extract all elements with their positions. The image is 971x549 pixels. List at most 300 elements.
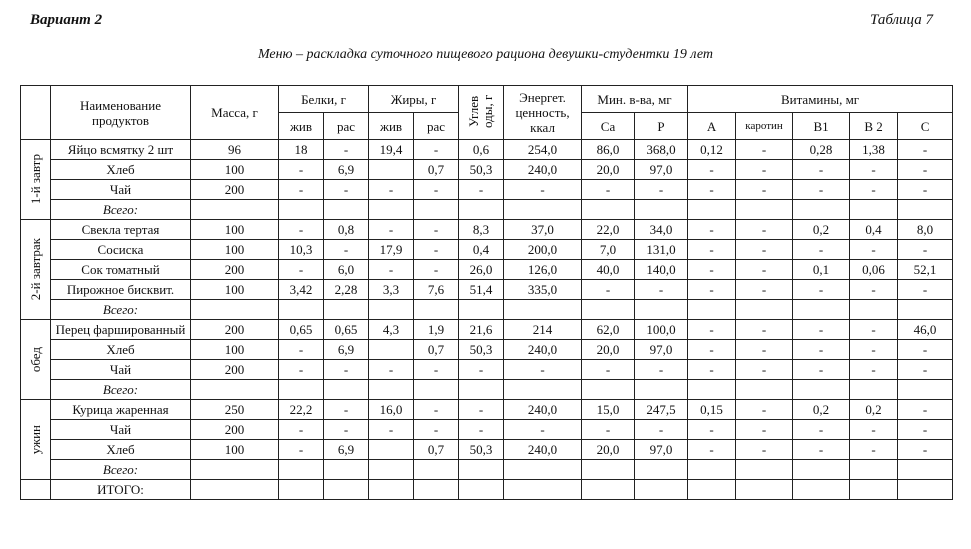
- table-cell: 0,7: [414, 340, 459, 360]
- table-cell: -: [582, 420, 635, 440]
- table-cell: -: [898, 180, 953, 200]
- variant-label: Вариант 2: [30, 12, 103, 28]
- table-cell: 86,0: [582, 140, 635, 160]
- table-cell: -: [688, 220, 736, 240]
- table-cell: 126,0: [504, 260, 582, 280]
- table-cell: 140,0: [635, 260, 688, 280]
- table-cell: 18: [279, 140, 324, 160]
- table-cell: 0,6: [459, 140, 504, 160]
- table-cell: 40,0: [582, 260, 635, 280]
- product-name: Сосиска: [51, 240, 191, 260]
- grand-total-cell: [414, 480, 459, 500]
- grand-total-cell: [736, 480, 793, 500]
- table-cell: -: [324, 420, 369, 440]
- table-cell: -: [793, 180, 850, 200]
- table-cell: -: [688, 360, 736, 380]
- table-cell: 247,5: [635, 400, 688, 420]
- subtotal-cell: [369, 380, 414, 400]
- table-cell: -: [736, 400, 793, 420]
- table-cell: 15,0: [582, 400, 635, 420]
- table-cell: -: [793, 340, 850, 360]
- subtotal-cell: [688, 200, 736, 220]
- table-cell: -: [793, 360, 850, 380]
- subtotal-cell: [688, 460, 736, 480]
- table-cell: -: [688, 340, 736, 360]
- meal-group-text: 1-й завтр: [28, 154, 43, 205]
- menu-body: [21, 140, 953, 500]
- table-row: [21, 320, 953, 340]
- subtotal-cell: [279, 460, 324, 480]
- table-cell: -: [736, 340, 793, 360]
- grand-total-cell: [850, 480, 898, 500]
- table-cell: -: [324, 360, 369, 380]
- table-cell: -: [898, 160, 953, 180]
- table-cell: -: [736, 320, 793, 340]
- subtotal-row: [21, 300, 953, 320]
- subtotal-cell: [504, 300, 582, 320]
- table-cell: -: [459, 180, 504, 200]
- table-cell: 50,3: [459, 340, 504, 360]
- table-cell: 20,0: [582, 440, 635, 460]
- table-cell: 100: [191, 160, 279, 180]
- table-cell: -: [279, 340, 324, 360]
- grand-total-cell: [324, 480, 369, 500]
- table-cell: -: [850, 160, 898, 180]
- table-cell: 131,0: [635, 240, 688, 260]
- table-number: Таблица 7: [870, 12, 933, 28]
- table-cell: -: [414, 400, 459, 420]
- table-row: [21, 220, 953, 240]
- table-cell: 100: [191, 280, 279, 300]
- table-cell: 2,28: [324, 280, 369, 300]
- table-cell: -: [324, 240, 369, 260]
- table-cell: -: [369, 420, 414, 440]
- subtotal-cell: [504, 380, 582, 400]
- product-name: Яйцо всмятку 2 шт: [51, 140, 191, 160]
- header-fat-plant: рас: [414, 113, 459, 140]
- meal-group-label: [21, 140, 51, 220]
- table-cell: 20,0: [582, 340, 635, 360]
- table-row: [21, 360, 953, 380]
- table-cell: 7,0: [582, 240, 635, 260]
- subtotal-cell: [736, 300, 793, 320]
- product-name: Хлеб: [51, 340, 191, 360]
- product-name: Свекла тертая: [51, 220, 191, 240]
- table-cell: -: [582, 360, 635, 380]
- table-cell: -: [279, 160, 324, 180]
- table-cell: -: [736, 420, 793, 440]
- subtotal-cell: [279, 300, 324, 320]
- table-cell: -: [898, 140, 953, 160]
- table-cell: -: [279, 220, 324, 240]
- table-cell: -: [793, 240, 850, 260]
- table-cell: -: [850, 440, 898, 460]
- table-cell: -: [504, 180, 582, 200]
- subtotal-cell: [582, 460, 635, 480]
- table-cell: 0,65: [324, 320, 369, 340]
- table-cell: 96: [191, 140, 279, 160]
- table-cell: 34,0: [635, 220, 688, 240]
- subtotal-cell: [504, 200, 582, 220]
- subtotal-cell: [582, 200, 635, 220]
- table-cell: 250: [191, 400, 279, 420]
- table-cell: 16,0: [369, 400, 414, 420]
- table-cell: 10,3: [279, 240, 324, 260]
- table-cell: -: [582, 180, 635, 200]
- table-cell: 50,3: [459, 160, 504, 180]
- table-cell: -: [793, 320, 850, 340]
- table-cell: 0,65: [279, 320, 324, 340]
- table-cell: 240,0: [504, 340, 582, 360]
- table-cell: 0,4: [459, 240, 504, 260]
- table-cell: -: [414, 360, 459, 380]
- subtotal-row: [21, 380, 953, 400]
- table-cell: 200: [191, 420, 279, 440]
- table-cell: -: [504, 420, 582, 440]
- grand-total-cell: [191, 480, 279, 500]
- product-name: Хлеб: [51, 440, 191, 460]
- table-cell: 50,3: [459, 440, 504, 460]
- header-fat: Жиры, г: [369, 86, 459, 113]
- table-cell: -: [414, 220, 459, 240]
- grand-total-cell: [459, 480, 504, 500]
- table-cell: -: [369, 220, 414, 240]
- table-cell: 100: [191, 340, 279, 360]
- grand-total-label: ИТОГО:: [51, 480, 191, 500]
- subtotal-cell: [414, 200, 459, 220]
- table-cell: 0,2: [850, 400, 898, 420]
- table-cell: -: [898, 440, 953, 460]
- table-cell: 100: [191, 220, 279, 240]
- table-cell: 19,4: [369, 140, 414, 160]
- subtotal-cell: [191, 380, 279, 400]
- subtotal-cell: [582, 300, 635, 320]
- table-cell: -: [736, 240, 793, 260]
- table-cell: -: [369, 360, 414, 380]
- grand-total-cell: [369, 480, 414, 500]
- table-cell: -: [324, 140, 369, 160]
- product-name: Хлеб: [51, 160, 191, 180]
- table-row: [21, 280, 953, 300]
- product-name: Чай: [51, 420, 191, 440]
- subtotal-cell: [850, 380, 898, 400]
- grand-total-cell: [635, 480, 688, 500]
- table-cell: -: [688, 320, 736, 340]
- header-mass: Масса, г: [191, 86, 279, 140]
- header-carotene: каротин: [736, 113, 793, 140]
- subtotal-cell: [191, 200, 279, 220]
- subtotal-cell: [504, 460, 582, 480]
- grand-total-cell: [688, 480, 736, 500]
- table-cell: 100: [191, 240, 279, 260]
- header-carbs: [459, 86, 504, 140]
- subtotal-cell: [688, 300, 736, 320]
- table-cell: -: [793, 160, 850, 180]
- subtotal-cell: [369, 300, 414, 320]
- subtotal-cell: [793, 200, 850, 220]
- table-cell: 17,9: [369, 240, 414, 260]
- table-cell: -: [898, 400, 953, 420]
- grand-total-blank: [21, 480, 51, 500]
- table-cell: 0,06: [850, 260, 898, 280]
- subtotal-cell: [459, 300, 504, 320]
- table-cell: [369, 440, 414, 460]
- table-cell: 0,7: [414, 160, 459, 180]
- table-cell: -: [688, 440, 736, 460]
- product-name: Перец фаршированный: [51, 320, 191, 340]
- table-cell: -: [850, 320, 898, 340]
- table-cell: -: [793, 420, 850, 440]
- subtotal-cell: [459, 200, 504, 220]
- subtotal-cell: [793, 300, 850, 320]
- subtotal-cell: [369, 200, 414, 220]
- subtotal-cell: [635, 380, 688, 400]
- table-cell: -: [279, 360, 324, 380]
- table-cell: 1,38: [850, 140, 898, 160]
- grand-total-cell: [793, 480, 850, 500]
- table-cell: -: [369, 260, 414, 280]
- table-row: [21, 180, 953, 200]
- table-cell: 8,3: [459, 220, 504, 240]
- subtotal-cell: [279, 200, 324, 220]
- table-cell: 3,42: [279, 280, 324, 300]
- table-cell: -: [898, 240, 953, 260]
- subtotal-cell: [279, 380, 324, 400]
- table-row: [21, 340, 953, 360]
- table-cell: 214: [504, 320, 582, 340]
- table-cell: -: [324, 180, 369, 200]
- table-cell: 335,0: [504, 280, 582, 300]
- table-cell: -: [279, 420, 324, 440]
- header-protein: Белки, г: [279, 86, 369, 113]
- table-row: [21, 160, 953, 180]
- table-cell: 0,2: [793, 400, 850, 420]
- meal-group-text: ужин: [28, 424, 43, 455]
- subtotal-row: [21, 200, 953, 220]
- product-name: Пирожное бисквит.: [51, 280, 191, 300]
- table-row: [21, 240, 953, 260]
- table-cell: [369, 160, 414, 180]
- subtotal-cell: [582, 380, 635, 400]
- table-cell: -: [793, 280, 850, 300]
- table-cell: 21,6: [459, 320, 504, 340]
- table-cell: 200: [191, 320, 279, 340]
- table-cell: 37,0: [504, 220, 582, 240]
- subtotal-cell: [850, 460, 898, 480]
- table-cell: 0,4: [850, 220, 898, 240]
- subtotal-cell: [324, 200, 369, 220]
- table-row: [21, 260, 953, 280]
- table-cell: 22,0: [582, 220, 635, 240]
- table-cell: -: [850, 180, 898, 200]
- table-cell: 6,9: [324, 340, 369, 360]
- table-cell: 0,7: [414, 440, 459, 460]
- subtotal-cell: [793, 380, 850, 400]
- product-name: Курица жаренная: [51, 400, 191, 420]
- table-cell: 6,9: [324, 160, 369, 180]
- table-cell: 97,0: [635, 160, 688, 180]
- table-cell: 240,0: [504, 160, 582, 180]
- table-cell: -: [414, 240, 459, 260]
- subtotal-label: Всего:: [51, 300, 191, 320]
- table-cell: -: [459, 360, 504, 380]
- header-ca: Ca: [582, 113, 635, 140]
- header-vit-b2: B 2: [850, 113, 898, 140]
- table-cell: 26,0: [459, 260, 504, 280]
- table-cell: [369, 340, 414, 360]
- subtotal-cell: [414, 380, 459, 400]
- meal-group-label: [21, 220, 51, 320]
- subtotal-cell: [736, 200, 793, 220]
- subtotal-cell: [324, 460, 369, 480]
- table-cell: -: [414, 420, 459, 440]
- subtotal-label: Всего:: [51, 380, 191, 400]
- table-cell: 0,28: [793, 140, 850, 160]
- subtotal-cell: [898, 460, 953, 480]
- subtotal-cell: [736, 380, 793, 400]
- table-cell: -: [736, 180, 793, 200]
- table-cell: -: [688, 240, 736, 260]
- table-cell: -: [736, 360, 793, 380]
- table-cell: 7,6: [414, 280, 459, 300]
- table-cell: 62,0: [582, 320, 635, 340]
- product-name: Сок томатный: [51, 260, 191, 280]
- table-cell: -: [736, 440, 793, 460]
- table-cell: -: [279, 180, 324, 200]
- table-cell: -: [850, 280, 898, 300]
- table-cell: 6,9: [324, 440, 369, 460]
- table-cell: -: [850, 340, 898, 360]
- table-cell: -: [850, 360, 898, 380]
- table-cell: 100: [191, 440, 279, 460]
- table-cell: 254,0: [504, 140, 582, 160]
- header-vit-b1: B1: [793, 113, 850, 140]
- subtotal-row: [21, 460, 953, 480]
- header-name: Наименование продуктов: [51, 86, 191, 140]
- header-vit-c: C: [898, 113, 953, 140]
- grand-total-cell: [279, 480, 324, 500]
- meal-group-label: [21, 320, 51, 400]
- table-cell: -: [736, 260, 793, 280]
- header-minerals: Мин. в-ва, мг: [582, 86, 688, 113]
- subtotal-cell: [635, 200, 688, 220]
- table-cell: 200: [191, 360, 279, 380]
- table-cell: -: [414, 180, 459, 200]
- table-cell: -: [504, 360, 582, 380]
- header-vit-a: A: [688, 113, 736, 140]
- header-fat-animal: жив: [369, 113, 414, 140]
- table-cell: 0,8: [324, 220, 369, 240]
- grand-total-cell: [504, 480, 582, 500]
- grand-total-row: [21, 480, 953, 500]
- product-name: Чай: [51, 360, 191, 380]
- subtotal-cell: [898, 300, 953, 320]
- subtotal-cell: [459, 380, 504, 400]
- subtotal-cell: [898, 200, 953, 220]
- table-cell: -: [736, 140, 793, 160]
- table-cell: 51,4: [459, 280, 504, 300]
- table-row: [21, 440, 953, 460]
- subtotal-cell: [324, 300, 369, 320]
- table-cell: -: [850, 240, 898, 260]
- table-cell: -: [736, 220, 793, 240]
- subtotal-label: Всего:: [51, 460, 191, 480]
- subtotal-cell: [850, 200, 898, 220]
- table-row: [21, 420, 953, 440]
- table-cell: -: [898, 420, 953, 440]
- subtotal-cell: [324, 380, 369, 400]
- table-cell: 200,0: [504, 240, 582, 260]
- table-cell: -: [582, 280, 635, 300]
- table-cell: 1,9: [414, 320, 459, 340]
- table-cell: 200: [191, 180, 279, 200]
- table-cell: -: [688, 280, 736, 300]
- table-cell: 22,2: [279, 400, 324, 420]
- table-cell: 0,1: [793, 260, 850, 280]
- subtotal-cell: [369, 460, 414, 480]
- table-cell: -: [736, 280, 793, 300]
- table-row: [21, 400, 953, 420]
- table-cell: -: [369, 180, 414, 200]
- header-p: P: [635, 113, 688, 140]
- table-cell: 0,2: [793, 220, 850, 240]
- grand-total-cell: [582, 480, 635, 500]
- table-cell: -: [635, 420, 688, 440]
- subtotal-cell: [635, 300, 688, 320]
- table-cell: -: [688, 260, 736, 280]
- table-cell: 52,1: [898, 260, 953, 280]
- table-cell: 3,3: [369, 280, 414, 300]
- subtotal-cell: [688, 380, 736, 400]
- table-cell: -: [635, 280, 688, 300]
- menu-table: [20, 85, 953, 500]
- table-cell: 4,3: [369, 320, 414, 340]
- subtotal-cell: [898, 380, 953, 400]
- table-cell: -: [850, 420, 898, 440]
- table-cell: 20,0: [582, 160, 635, 180]
- table-row: [21, 140, 953, 160]
- table-cell: 0,12: [688, 140, 736, 160]
- product-name: Чай: [51, 180, 191, 200]
- table-cell: -: [898, 340, 953, 360]
- table-cell: 240,0: [504, 400, 582, 420]
- table-cell: -: [635, 360, 688, 380]
- header-protein-animal: жив: [279, 113, 324, 140]
- meal-group-text: обед: [28, 346, 43, 373]
- table-cell: 240,0: [504, 440, 582, 460]
- table-cell: -: [898, 360, 953, 380]
- subtotal-cell: [736, 460, 793, 480]
- table-cell: -: [688, 160, 736, 180]
- table-cell: -: [793, 440, 850, 460]
- table-cell: -: [635, 180, 688, 200]
- table-cell: 46,0: [898, 320, 953, 340]
- subtotal-cell: [414, 300, 459, 320]
- table-cell: -: [688, 420, 736, 440]
- subtotal-cell: [459, 460, 504, 480]
- header-vitamins: Витамины, мг: [688, 86, 953, 113]
- table-cell: -: [324, 400, 369, 420]
- table-cell: -: [279, 440, 324, 460]
- table-cell: -: [414, 140, 459, 160]
- document-title: Меню – раскладка суточного пищевого рациона девушки-студентки 19 лет: [257, 47, 714, 62]
- table-cell: -: [279, 260, 324, 280]
- grand-total-cell: [898, 480, 953, 500]
- header-carbs-text: Углев оды, г: [466, 94, 496, 128]
- table-cell: -: [459, 420, 504, 440]
- table-cell: 200: [191, 260, 279, 280]
- table-cell: 368,0: [635, 140, 688, 160]
